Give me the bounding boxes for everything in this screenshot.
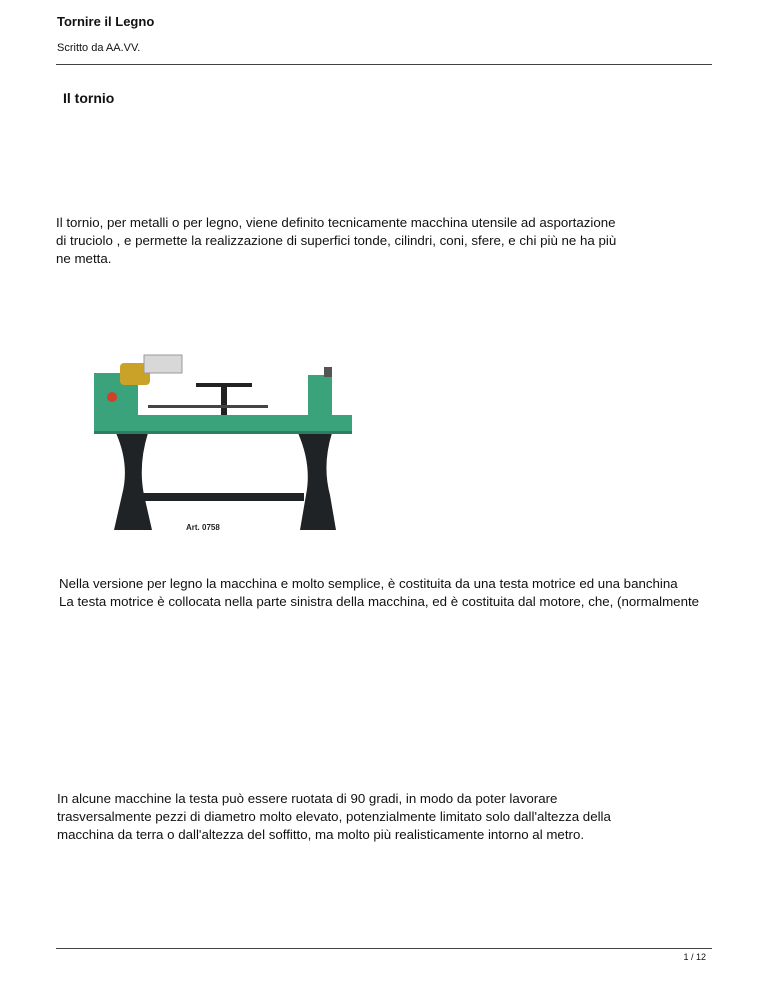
paragraph-intro — [56, 214, 616, 268]
document-author: Scritto da AA.VV. — [57, 42, 141, 54]
paragraph-line: di truciolo , e permette la realizzazione di superfici tonde, cilindri, coni, sfere, e chi più ne ha più — [56, 233, 617, 248]
tailstock-handle — [324, 367, 332, 377]
pulley-cover — [144, 355, 182, 373]
left-leg — [114, 433, 152, 530]
paragraph-rotation — [57, 790, 611, 844]
header-divider — [56, 64, 712, 65]
lathe-image — [86, 345, 356, 540]
tool-rest-post — [221, 385, 227, 415]
document-title: Tornire il Legno — [57, 14, 155, 29]
tailstock — [308, 375, 332, 417]
page-number: 1 / 12 — [683, 952, 706, 962]
tools — [148, 405, 268, 408]
bed-edge — [94, 431, 352, 434]
paragraph-line: Nella versione per legno la macchina e molto semplice, è costituita da una testa motrice ed una banchina — [59, 576, 678, 591]
paragraph-line: macchina da terra o dall'altezza del soffitto, ma molto più realisticamente intorno al metro. — [57, 827, 585, 842]
paragraph-line: trasversalmente pezzi di diametro molto elevato, potenzialmente limitato solo dall'altezza della — [57, 809, 611, 824]
paragraph-line: Il tornio, per metalli o per legno, viene definito tecnicamente macchina utensile ad asportazione — [56, 215, 616, 230]
switch-icon — [107, 392, 117, 402]
right-leg — [298, 433, 336, 530]
paragraph-line: In alcune macchine la testa può essere ruotata di 90 gradi, in modo da poter lavorare — [57, 791, 558, 806]
paragraph-line: La testa motrice è collocata nella parte sinistra della macchina, ed è costituita dal motore, che, (normalmente — [59, 594, 700, 609]
section-heading: Il tornio — [63, 90, 115, 106]
paragraph-line: ne metta. — [56, 251, 112, 266]
lathe-bed — [94, 415, 352, 433]
figure-caption: Art. 0758 — [186, 523, 220, 532]
leg-stretcher — [142, 493, 304, 501]
footer-divider — [56, 948, 712, 949]
paragraph-description — [59, 575, 768, 611]
